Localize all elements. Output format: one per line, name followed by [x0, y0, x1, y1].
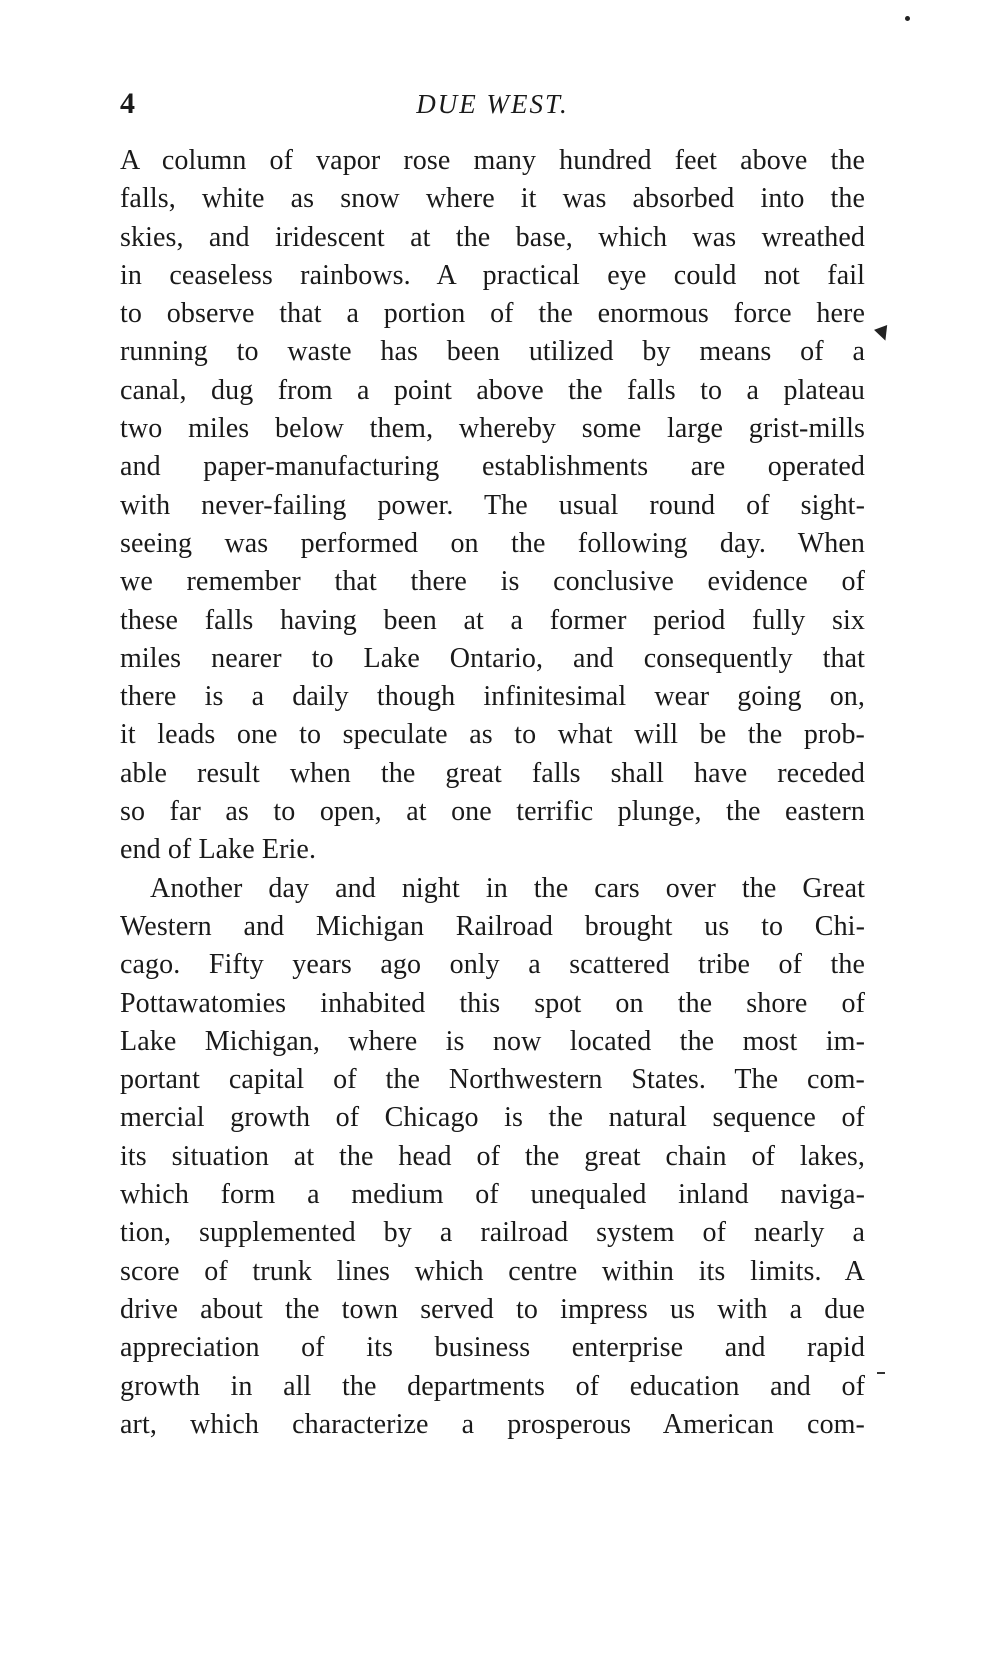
text-line: so far as to open, at one terrific plunge, the eastern [120, 796, 865, 828]
running-title: DUE WEST. [416, 89, 569, 119]
text-line: and paper-manufacturing establishments are operated [120, 451, 865, 483]
text-line: able result when the great falls shall have receded [120, 757, 865, 789]
text-line: with never-failing power. The usual round of sight- [120, 489, 865, 521]
text-line: which form a medium of unequaled inland naviga- [120, 1179, 865, 1211]
text-line: seeing was performed on the following day. When [120, 527, 865, 559]
page-header [120, 82, 865, 126]
text-line: we remember that there is conclusive evidence of [120, 566, 865, 598]
text-line: Pottawatomies inhabited this spot on the shore of [120, 987, 865, 1019]
text-line: portant capital of the Northwestern States. The com- [120, 1064, 865, 1096]
text-line: canal, dug from a point above the falls to a plateau [120, 374, 865, 406]
ink-blot [874, 325, 892, 343]
text-line: in ceaseless rainbows. A practical eye could not fail [120, 259, 865, 291]
text-line: two miles below them, whereby some large grist-mills [120, 413, 865, 445]
text-line: skies, and iridescent at the base, which was wreathed [120, 221, 865, 253]
paragraph-end-line: end of Lake Erie. [120, 834, 317, 866]
text-line: drive about the town served to impress us with a due [120, 1293, 865, 1325]
text-line: falls, white as snow where it was absorbed into the [120, 183, 865, 215]
text-line: appreciation of its business enterprise and rapid [120, 1332, 865, 1364]
text-line: its situation at the head of the great chain of lakes, [120, 1140, 865, 1172]
text-line: to observe that a portion of the enormous force here [120, 298, 865, 330]
text-line: A column of vapor rose many hundred feet above the [120, 145, 865, 176]
text-line: running to waste has been utilized by means of a [120, 336, 865, 368]
text-line: Lake Michigan, where is now located the most im- [120, 1025, 865, 1057]
text-line: tion, supplemented by a railroad system of nearly a [120, 1217, 865, 1249]
text-line: mercial growth of Chicago is the natural sequence of [120, 1102, 865, 1134]
text-line: Western and Michigan Railroad brought us to Chi- [120, 910, 865, 942]
text-line: score of trunk lines which centre within its limits. A [120, 1255, 865, 1287]
text-line: miles nearer to Lake Ontario, and consequently that [120, 642, 865, 674]
paragraph-start-line: Another day and night in the cars over the Great [150, 872, 865, 904]
text-line: there is a daily though infinitesimal wear going on, [120, 681, 865, 713]
ink-speck [905, 16, 910, 21]
ink-dash [877, 1372, 885, 1374]
page-number: 4 [120, 87, 135, 120]
text-line: cago. Fifty years ago only a scattered tribe of the [120, 949, 865, 981]
text-line: growth in all the departments of education and of [120, 1370, 865, 1402]
text-line: art, which characterize a prosperous American com- [120, 1408, 865, 1440]
text-line: these falls having been at a former period fully six [120, 604, 865, 636]
body-text [120, 142, 865, 1444]
text-line: it leads one to speculate as to what will be the prob- [120, 719, 865, 751]
